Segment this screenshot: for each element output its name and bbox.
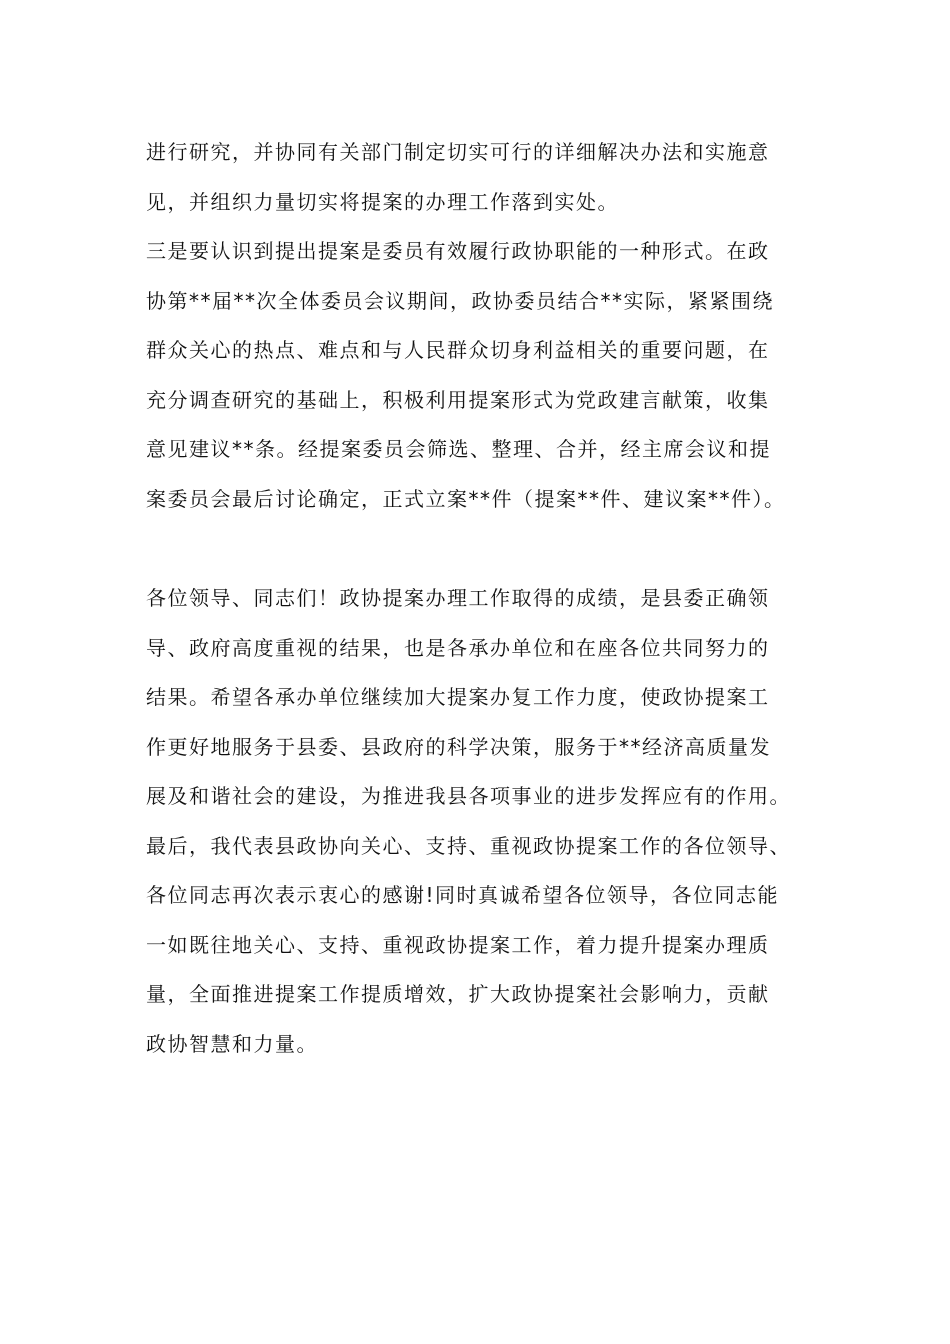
- text-line: 见，并组织力量切实将提案的办理工作落到实处。: [146, 189, 619, 214]
- text-line: 协第**届**次全体委员会议期间，政协委员结合**实际，紧紧围绕: [146, 288, 774, 313]
- text-line: 展及和谐社会的建设，为推进我县各项事业的进步发挥应有的作用。: [146, 784, 791, 808]
- text-line: 最后，我代表县政协向关心、支持、重视政协提案工作的各位领导、: [146, 833, 791, 858]
- text-line: 结果。希望各承办单位继续加大提案办复工作力度，使政协提案工: [146, 685, 770, 709]
- text-line: 意见建议**条。经提案委员会筛选、整理、合并，经主席会议和提: [146, 437, 771, 461]
- text-line: 群众关心的热点、难点和与人民群众切身利益相关的重要问题，在: [146, 338, 770, 362]
- text-line: 充分调查研究的基础上，积极利用提案形式为党政建言献策，收集: [146, 387, 770, 412]
- paragraph-block-2: [146, 574, 846, 1069]
- text-line: 量，全面推进提案工作提质增效，扩大政协提案社会影响力，贡献: [146, 982, 770, 1006]
- paragraph-block-1: [146, 128, 846, 524]
- text-line: 政协智慧和力量。: [146, 1031, 318, 1056]
- text-line: 进行研究，并协同有关部门制定切实可行的详细解决办法和实施意: [146, 140, 770, 164]
- text-line: 案委员会最后讨论确定，正式立案**件（提案**件、建议案**件）。: [146, 486, 786, 511]
- text-line: 三是要认识到提出提案是委员有效履行政协职能的一种形式。在政: [146, 239, 770, 263]
- text-line: 各位领导、同志们！政协提案办理工作取得的成绩，是县委正确领: [146, 586, 770, 610]
- text-line: 作更好地服务于县委、县政府的科学决策，服务于**经济高质量发: [146, 734, 771, 759]
- text-line: 各位同志再次表示衷心的感谢!同时真诚希望各位领导，各位同志能: [146, 883, 780, 907]
- text-line: 导、政府高度重视的结果，也是各承办单位和在座各位共同努力的: [146, 635, 770, 660]
- text-line: 一如既往地关心、支持、重视政协提案工作，着力提升提案办理质: [146, 932, 770, 957]
